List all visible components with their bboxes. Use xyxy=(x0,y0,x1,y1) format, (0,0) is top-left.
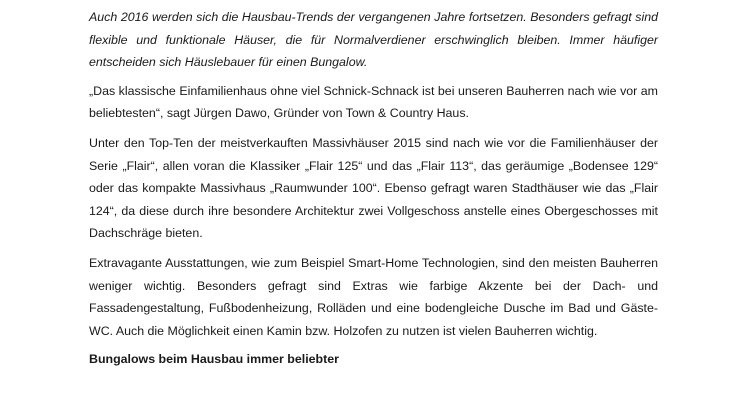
document-page xyxy=(89,6,658,371)
quote-paragraph: „Das klassische Einfamilienhaus ohne viel Schnick-Schnack ist bei unseren Bauherren nach wie vor am beliebtesten“, sagt Jürgen Dawo, Gründer von Town & Country Haus. xyxy=(89,83,658,121)
intro-paragraph: Auch 2016 werden sich die Hausbau-Trends der vergangenen Jahre fortsetzen. Besonders gefragt sind flexible und funktionale Häuser, die für Normalverdiener erschwinglich bleiben. Immer häufiger entscheiden sich Häuslebauer für einen Bungalow. xyxy=(89,10,658,70)
section-heading: Bungalows beim Hausbau immer beliebter xyxy=(89,352,339,367)
top-ten-paragraph: Unter den Top-Ten der meistverkauften Massivhäuser 2015 sind nach wie vor die Familienhäuser der Serie „Flair“, allen voran die Klassiker „Flair 125“ und das „Flair 113“, das geräumige „Bodensee 129“ oder das kompakte Massivhaus „Raumwunder 100“. Ebenso gefragt waren Stadthäuser wie das „Flair 124“, da diese durch ihre besondere Architektur zwei Vollgeschoss anstelle eines Obergeschosses mit Dachschräge bieten. xyxy=(89,135,658,241)
equipment-paragraph: Extravagante Ausstattungen, wie zum Beispiel Smart-Home Technologien, sind den meisten Bauherren weniger wichtig. Besonders gefragt sind Extras wie farbige Akzente bei der Dach- und Fassadengestaltung, Fußbodenheizung, Rolläden und eine bodengleiche Dusche im Bad und Gäste-WC. Auch die Möglichkeit einen Kamin bzw. Holzofen zu nutzen ist vielen Bauherren wichtig. xyxy=(89,255,658,338)
